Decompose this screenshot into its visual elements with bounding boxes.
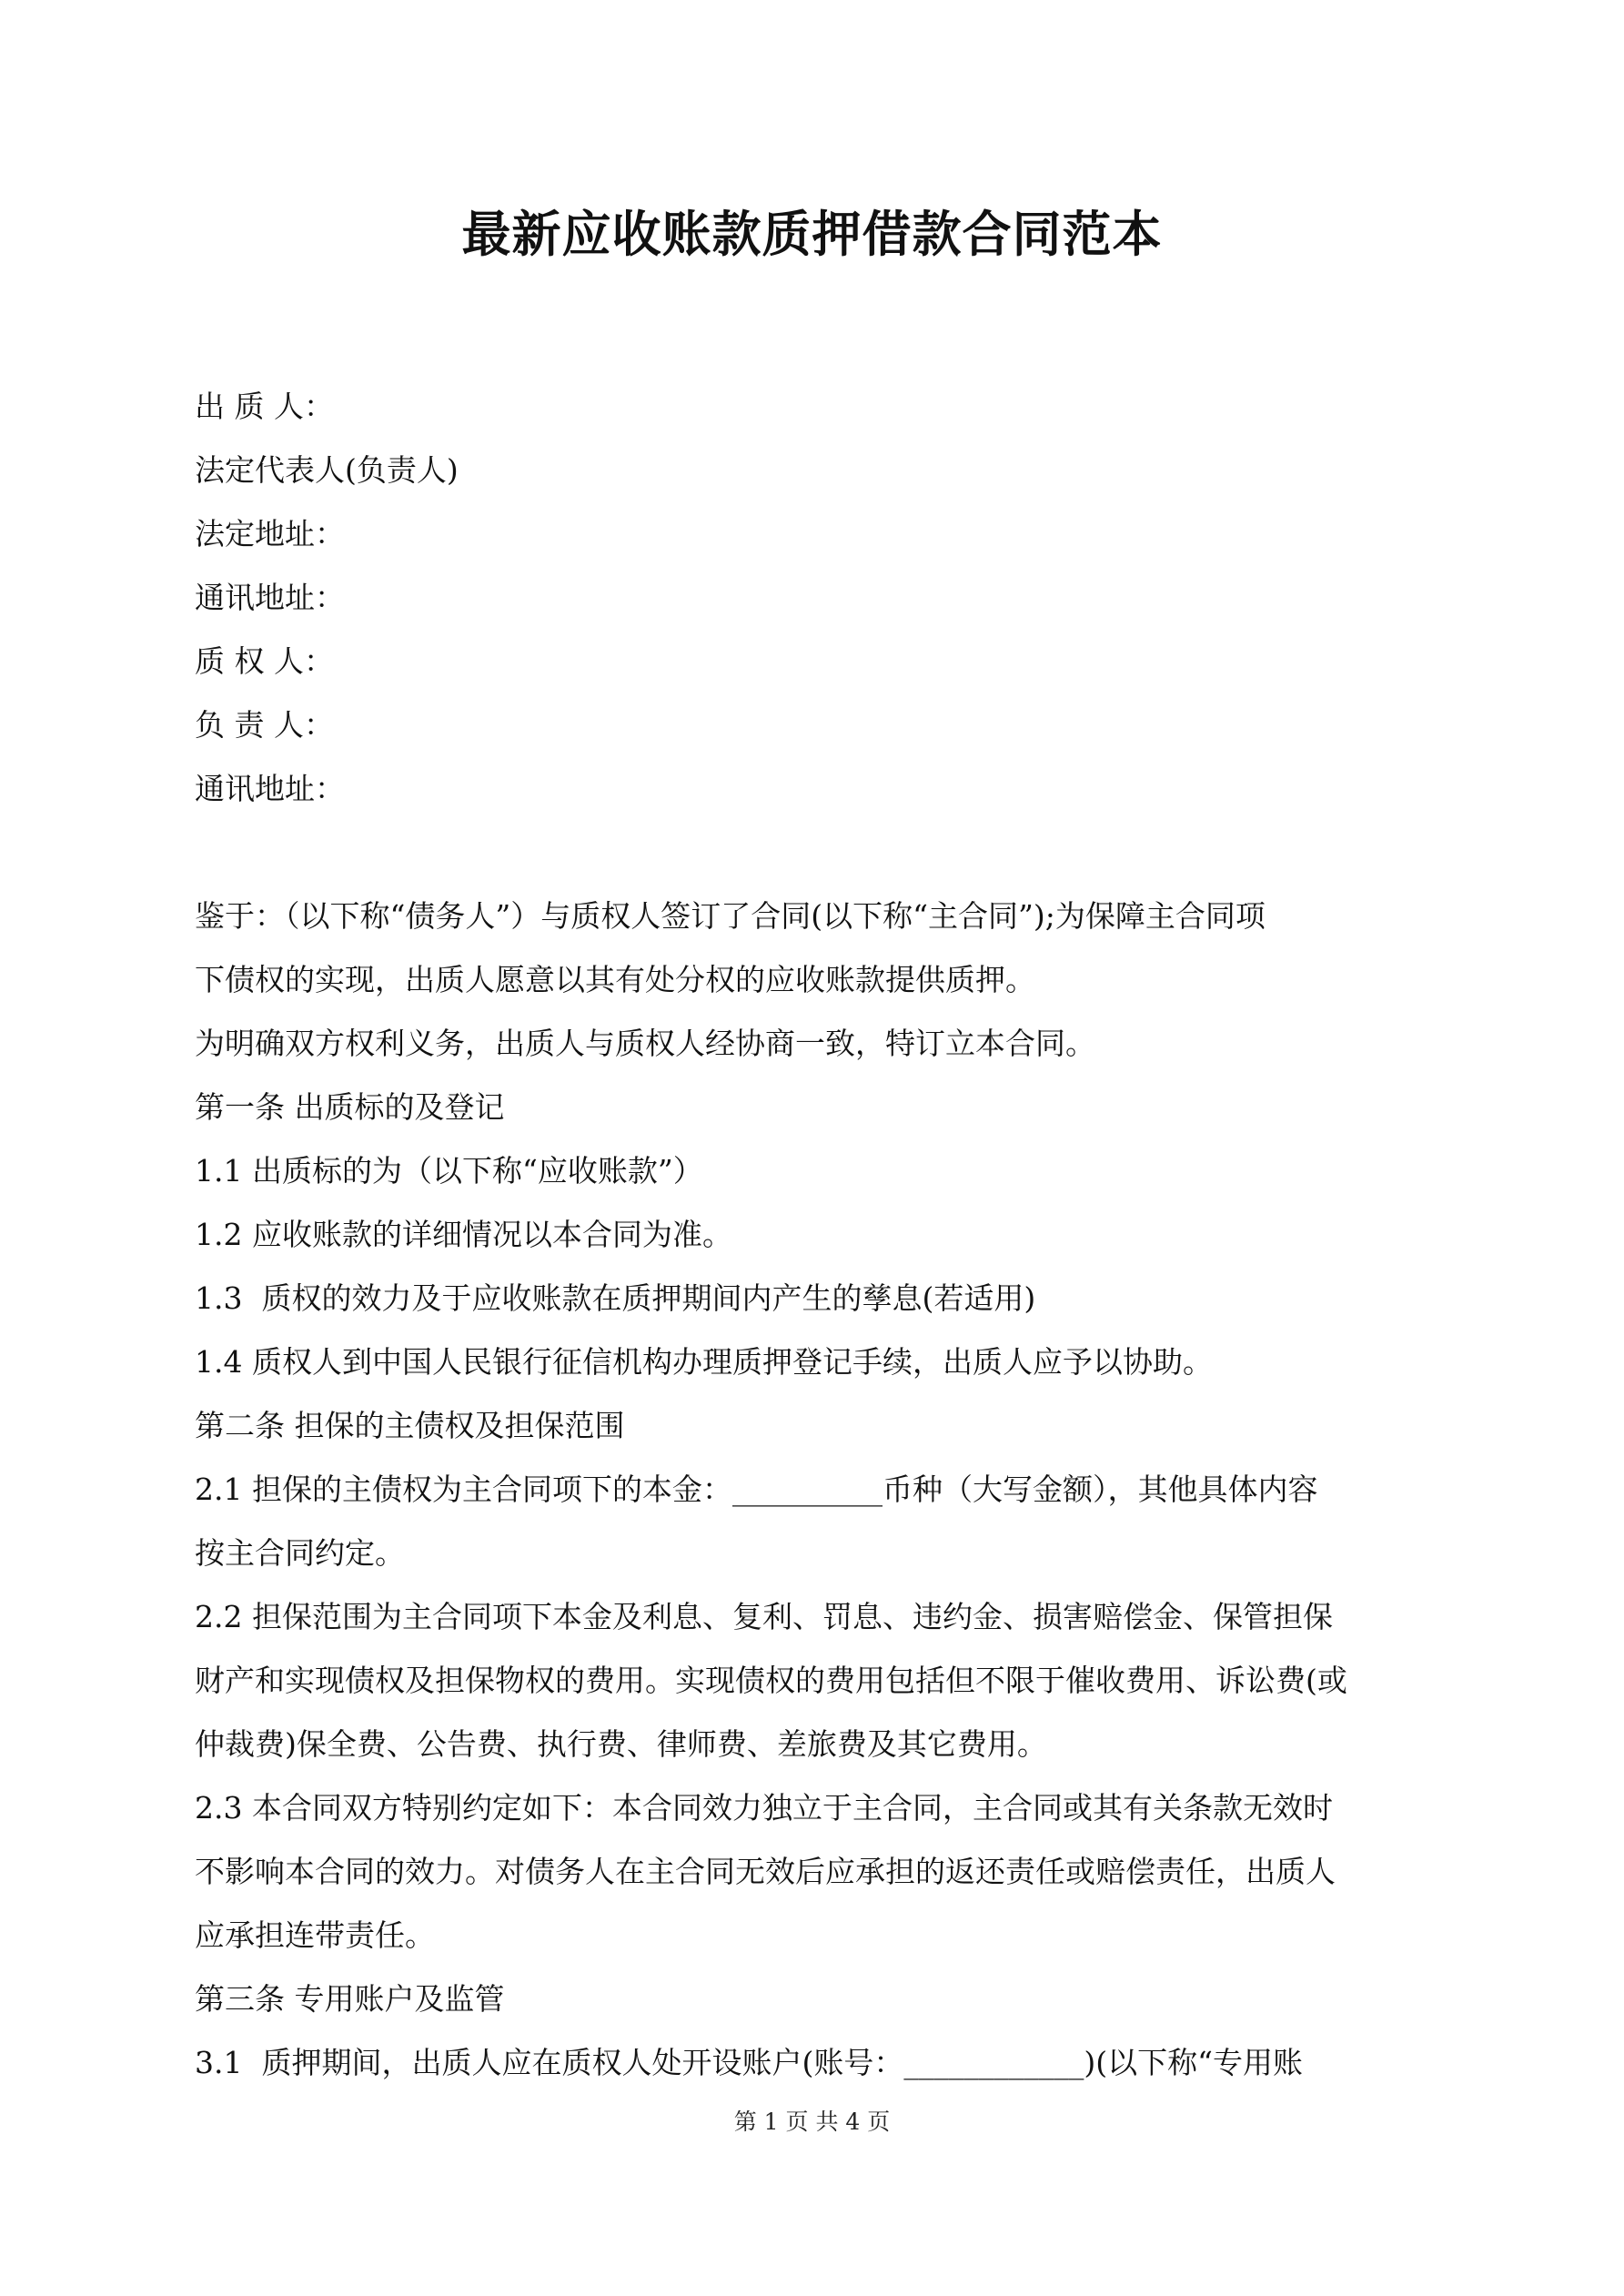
clause-2-1: 2.1 担保的主债权为主合同项下的本金：__________币种（大写金额），其他具体内容 按主合同约定。 (195, 1472, 1318, 1571)
field-pledgee: 质 权 人： (195, 643, 334, 679)
document-content (195, 375, 1450, 2095)
field-legal-address: 法定地址： (195, 516, 345, 551)
paragraph-purpose: 为明确双方权利义务，出质人与质权人经协商一致，特订立本合同。 (195, 1026, 1095, 1061)
page-footer: 第 1 页 共 4 页 (733, 2109, 891, 2135)
clause-1-1: 1.1 出质标的为（以下称“应收账款”） (195, 1153, 703, 1188)
field-legal-representative: 法定代表人(负责人) (195, 452, 459, 488)
clause-1-4: 1.4 质权人到中国人民银行征信机构办理质押登记手续，出质人应予以协助。 (195, 1344, 1213, 1380)
clause-2-3: 2.3 本合同双方特别约定如下：本合同效力独立于主合同，主合同或其有关条款无效时 不影响本合同的效力。对债务人在主合同无效后应承担的返还责任或赔偿责任，出质人 应承担连带责任。 (195, 1790, 1336, 1953)
clause-2-2: 2.2 担保范围为主合同项下本金及利息、复利、罚息、违约金、损害赔偿金、保管担保 财产和实现债权及担保物权的费用。实现债权的费用包括但不限于催收费用、诉讼费(或 仲裁费)保全费、公告费、执行费、律师费、差旅费及其它费用。 (195, 1599, 1347, 1762)
field-person-in-charge: 负 责 人： (195, 707, 334, 743)
field-pledgee-contact-address: 通讯地址： (195, 771, 345, 806)
article-3-heading: 第三条 专用账户及监管 (195, 1981, 505, 2017)
clause-1-3: 1.3 质权的效力及于应收账款在质押期间内产生的孳息(若适用) (195, 1280, 1036, 1316)
paragraph-whereas: 鉴于：（以下称“债务人”）与质权人签订了合同(以下称“主合同”);为保障主合同项 下债权的实现，出质人愿意以其有处分权的应收账款提供质押。 (195, 898, 1266, 997)
article-1-heading: 第一条 出质标的及登记 (195, 1089, 505, 1125)
field-contact-address: 通讯地址： (195, 580, 345, 615)
article-2-heading: 第二条 担保的主债权及担保范围 (195, 1408, 625, 1443)
clause-3-1: 3.1 质押期间，出质人应在质权人处开设账户(账号：____________)(以下称“专用账 (195, 2045, 1303, 2080)
clause-1-2: 1.2 应收账款的详细情况以本合同为准。 (195, 1217, 732, 1252)
spacer (195, 821, 1450, 885)
document-title: 最新应收账款质押借款合同范本 (461, 205, 1163, 263)
field-pledgor: 出 质 人： (195, 389, 334, 424)
